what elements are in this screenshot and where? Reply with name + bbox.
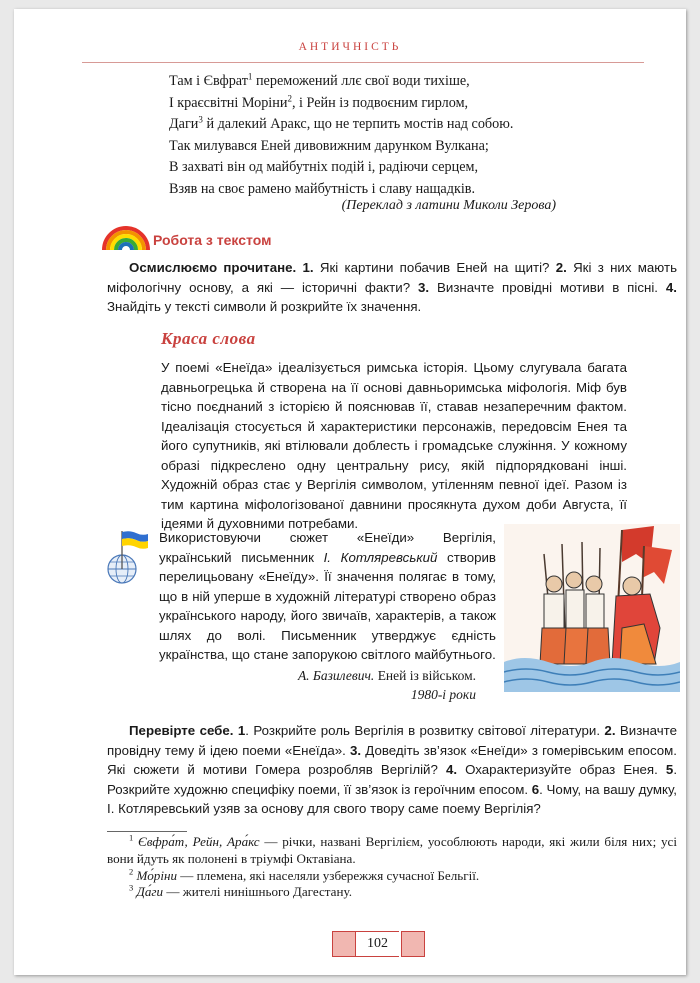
painting-aeneas-with-army bbox=[504, 524, 680, 692]
header-divider bbox=[82, 62, 644, 63]
page-number-ornament-left bbox=[332, 931, 356, 957]
page-number-ornament-right bbox=[401, 931, 425, 957]
kotliarevsky-note: Використовуючи сюжет «Енеїди» Вергілія, український письменник І. Котляревський створив перелицьовану «Енеїду». Її значення полягає в тому, що в ній уперше в художній літературі створено образ українського народу, його звичаїв, характерів, а також шлях до волі. Письменник утверджує єдність українства, що стане запорукою світлого майбутнього. bbox=[159, 530, 496, 662]
footnote: $^1$ Євфра́т, Рейн, Ара́кс — річки, названі Вергілієм, уособлюють народи, які жили біля них; усі вони йдуть як полонені в тріумфі Октавіана. bbox=[107, 832, 678, 866]
translation-credit: (Переклад з латини Миколи Зерова) bbox=[341, 198, 556, 213]
poem-line: І краєсвітні Моріни$^2$, і Рейн із подвоєним гирлом, bbox=[169, 92, 469, 111]
rainbow-icon bbox=[102, 223, 150, 251]
section-title: Робота з текстом bbox=[153, 232, 272, 248]
poem-excerpt bbox=[169, 71, 513, 201]
self-check-tasks: Перевірте себе. 1. Розкрийте роль Вергілія в розвитку світової літератури. 2. Визначте провідну тему й ідею поеми «Енеїда». 3. Доведіть зв’язок «Енеїди» з гомерівським епосом. Які сюжети й мотиви Гомера розробляв Вергілій? 4. Охарактеризуйте образ Енея. 5. Розкрийте художню специфіку поеми, її зв’язок із героїчним епосом. 6. Чому, на вашу думку, І. Котляревський узяв за основу для свого твору саме поему Вергілія? bbox=[107, 723, 678, 816]
subsection-title: Краса слова bbox=[161, 329, 256, 348]
page-number: 102 bbox=[356, 931, 399, 957]
page-number-box bbox=[332, 931, 425, 957]
comprehension-tasks: Осмислюємо прочитане. 1. Які картини побачив Еней на щиті? 2. Які з них мають міфологічну основу, а які — історичні факти? 3. Визначте провідні мотиви в пісні. 4. Знайдіть у тексті символи й розкрийте їх значення. bbox=[107, 260, 677, 314]
footnote-divider bbox=[107, 831, 187, 832]
footnote: $^3$ Да́ги — жителі нинішнього Дагестану. bbox=[129, 883, 352, 900]
poem-line: Взяв на своє рамено майбутність і славу нащадків. bbox=[169, 180, 476, 197]
ukraine-flag-globe-icon bbox=[106, 529, 150, 589]
footnote: $^2$ Мо́ріни — племена, які населяли узбережжя сучасної Бельгії. bbox=[129, 866, 480, 883]
footnotes bbox=[107, 834, 677, 901]
subsection-body: У поемі «Енеїда» ідеалізується римська історія. Цьому слугувала багата давньогрецька й створена на її основі давньоримська міфологія. Міф був тісно поєднаний з історією й пояснював її, ставав незаперечним фактом. Ідеалізація стосується й характеристики персонажів, передовсім Енея та його супутників, які втілювали доблесть і громадське служіння. У кожному образі підкреслено одну центральну рису, якій підпорядковані інші. Художній образ стає у Вергілія символом, утіленням певної ідеї. Разом із тим картина міфологізованої давнини просякнута духом доби Августа, її ідеями й духовними потребами. bbox=[161, 360, 627, 531]
poem-line: Даги$^3$ й далекий Аракс, що не терпить мостів над собою. bbox=[169, 114, 514, 133]
textbook-page bbox=[14, 9, 686, 975]
illustration-caption: А. Базилевич. Еней із військом. 1980-і роки bbox=[297, 668, 476, 702]
poem-line: Там і Євфрат$^1$ переможений ллє свої води тихіше, bbox=[169, 71, 470, 89]
running-header: АНТИЧНІСТЬ bbox=[298, 41, 402, 53]
poem-line: Так милувався Еней дивовижним дарунком Вулкана; bbox=[169, 137, 489, 154]
poem-line: В захваті він од майбутніх подій і, радіючи серцем, bbox=[169, 159, 479, 176]
